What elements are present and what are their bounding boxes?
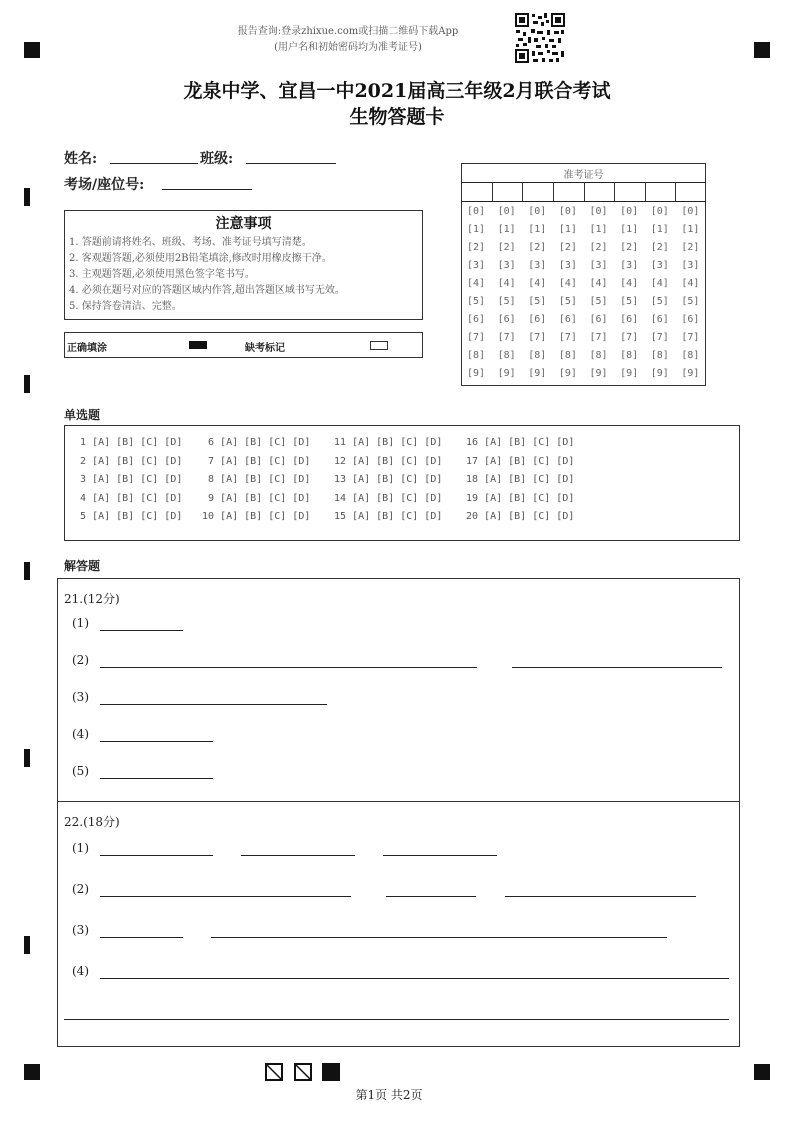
answer-line[interactable] [512,667,722,668]
login-hint-text: (用户名和初始密码均为准考证号) [274,42,422,53]
correct-fill-label: 正确填涂 [67,343,107,354]
exam-id-digit-option[interactable]: [6] [650,314,669,325]
exam-id-digit-option[interactable]: [4] [589,278,608,289]
exam-id-digit-option[interactable]: [5] [528,296,547,307]
exam-subtitle: 生物答题卡 [349,106,445,128]
answer-line[interactable] [383,855,497,856]
q21-part: (2) [72,653,89,667]
answer-line[interactable] [100,896,351,897]
divider [675,182,676,201]
exam-id-digit-option[interactable]: [8] [650,350,669,361]
exam-id-digit-option[interactable]: [3] [497,260,516,271]
exam-id-digit-option[interactable]: [5] [466,296,486,307]
exam-id-digit-option[interactable]: [3] [681,260,700,271]
divider [461,201,706,202]
exam-id-digit-option[interactable]: [9] [466,368,486,379]
exam-id-digit-option[interactable]: [8] [497,350,516,361]
exam-id-digit-option[interactable]: [9] [528,368,547,379]
exam-id-digit-option[interactable]: [1] [681,224,700,235]
exam-id-digit-option[interactable]: [3] [558,260,577,271]
divider [553,182,554,201]
q22-part: (4) [72,964,89,978]
page-mark-icon [265,1063,283,1081]
exam-id-digit-option[interactable]: [8] [466,350,486,361]
mcq-question-options[interactable]: 11 [A] [B] [C] [D] [334,437,443,448]
exam-id-digit-option[interactable]: [2] [650,242,669,253]
exam-id-digit-option[interactable]: [8] [528,350,547,361]
q22-label: 22.(18分) [64,815,120,829]
seat-label: 考场/座位号: [64,177,145,193]
mcq-question-options[interactable]: 19 [A] [B] [C] [D] [466,492,575,504]
timing-mark [24,749,30,767]
exam-id-digit-option[interactable]: [0] [497,206,516,217]
exam-id-digit-option[interactable]: [0] [589,206,608,217]
answer-line[interactable] [64,1019,729,1020]
registration-mark [754,42,770,58]
exam-id-digit-option[interactable]: [1] [528,224,547,235]
absent-mark-label: 缺考标记 [245,343,285,354]
answer-line[interactable] [100,704,327,705]
mcq-question-options[interactable]: 6 [A] [B] [C] [D] [202,437,311,448]
exam-id-digit-option[interactable]: [2] [466,242,486,253]
name-label: 姓名: [64,151,98,167]
exam-id-digit-option[interactable]: [4] [466,278,486,289]
exam-id-digit-option[interactable]: [4] [558,278,577,289]
answer-line[interactable] [505,896,696,897]
exam-id-digit-option[interactable]: [6] [528,314,547,325]
fill-legend-box [64,332,423,358]
exam-id-digit-option[interactable]: [6] [589,314,608,325]
timing-mark [24,562,30,580]
qr-code-icon [514,12,566,64]
mcq-question-options[interactable]: 2 [A] [B] [C] [D] [74,455,183,467]
exam-id-digit-option[interactable]: [3] [620,260,639,271]
exam-id-digit-option[interactable]: [9] [497,368,516,379]
divider [614,182,615,201]
mcq-question-options[interactable]: 10 [A] [B] [C] [D] [202,511,311,522]
exam-id-digit-option[interactable]: [4] [681,278,700,289]
exam-id-digit-option[interactable]: [9] [681,368,700,379]
exam-id-digit-option[interactable]: [1] [620,224,639,235]
answer-line[interactable] [100,741,213,742]
exam-id-digit-option[interactable]: [3] [466,260,486,271]
page-mark-icon [322,1063,340,1081]
q22-part: (3) [72,923,89,937]
exam-id-digit-option[interactable]: [0] [650,206,669,217]
answer-line[interactable] [100,855,213,856]
exam-id-digit-option[interactable]: [7] [650,332,669,343]
exam-id-digit-option[interactable]: [5] [589,296,608,307]
mcq-question-options[interactable]: 13 [A] [B] [C] [D] [334,474,443,485]
mcq-question-options[interactable]: 12 [A] [B] [C] [D] [334,455,443,467]
q21-box [57,578,740,802]
class-field[interactable] [246,163,336,164]
exam-id-digit-option[interactable]: [8] [589,350,608,361]
exam-id-digit-option[interactable]: [0] [620,206,639,217]
q22-part: (2) [72,882,89,896]
exam-id-digit-option[interactable]: [7] [528,332,547,343]
exam-id-digit-option[interactable]: [1] [558,224,577,235]
exam-id-digit-option[interactable]: [5] [650,296,669,307]
exam-id-digit-option[interactable]: [7] [681,332,700,343]
q21-label: 21.(12分) [64,592,120,606]
exam-id-digit-option[interactable]: [4] [650,278,669,289]
timing-mark [24,375,30,393]
mcq-question-options[interactable]: 8 [A] [B] [C] [D] [202,474,311,485]
exam-id-digit-option[interactable]: [6] [681,314,700,325]
exam-title: 龙泉中学、宜昌一中2021届高三年级2月联合考试 [183,80,611,102]
page-number: 第1页 共2页 [355,1088,423,1102]
exam-id-digit-option[interactable]: [1] [589,224,608,235]
divider [522,182,523,201]
answer-line[interactable] [241,855,355,856]
exam-id-digit-option[interactable]: [1] [650,224,669,235]
mcq-question-options[interactable]: 16 [A] [B] [C] [D] [466,437,575,448]
exam-id-digit-option[interactable]: [0] [681,206,700,217]
exam-id-digit-option[interactable]: [4] [620,278,639,289]
note-item: 4. 必须在题号对应的答题区域内作答,超出答题区域书写无效。 [69,285,345,296]
q21-part: (5) [72,764,89,778]
exam-id-digit-option[interactable]: [2] [558,242,577,253]
mcq-question-options[interactable]: 1 [A] [B] [C] [D] [74,437,183,448]
exam-id-digit-option[interactable]: [3] [650,260,669,271]
exam-id-digit-option[interactable]: [4] [528,278,547,289]
exam-id-digit-option[interactable]: [7] [466,332,486,343]
exam-id-digit-option[interactable]: [8] [558,350,577,361]
answer-line[interactable] [386,896,476,897]
name-field[interactable] [110,163,198,164]
mcq-question-options[interactable]: 9 [A] [B] [C] [D] [202,492,311,504]
exam-id-digit-option[interactable]: [6] [558,314,577,325]
registration-mark [24,42,40,58]
note-item: 2. 客观题答题,必须使用2B铅笔填涂,修改时用橡皮擦干净。 [69,253,332,264]
exam-id-digit-option[interactable]: [6] [466,314,486,325]
notes-title: 注意事项 [215,216,272,232]
registration-mark [754,1064,770,1080]
exam-id-digit-option[interactable]: [8] [681,350,700,361]
exam-id-digit-option[interactable]: [0] [466,206,486,217]
exam-id-digit-option[interactable]: [9] [558,368,577,379]
class-label: 班级: [200,151,234,167]
exam-id-digit-option[interactable]: [3] [589,260,608,271]
filled-sample-icon [189,341,207,349]
exam-id-digit-option[interactable]: [0] [528,206,547,217]
exam-id-digit-option[interactable]: [5] [620,296,639,307]
mcq-question-options[interactable]: 20 [A] [B] [C] [D] [466,511,575,522]
exam-id-digit-option[interactable]: [7] [620,332,639,343]
note-item: 3. 主观题答题,必须使用黑色签字笔书写。 [69,269,255,280]
exam-id-digit-option[interactable]: [7] [589,332,608,343]
exam-id-digit-option[interactable]: [9] [589,368,608,379]
exam-id-digit-option[interactable]: [1] [497,224,516,235]
registration-mark [24,1064,40,1080]
mcq-question-options[interactable]: 5 [A] [B] [C] [D] [74,511,183,522]
exam-id-digit-option[interactable]: [8] [620,350,639,361]
exam-id-digit-option[interactable]: [0] [558,206,577,217]
exam-id-digit-option[interactable]: [9] [650,368,669,379]
answer-section-title: 解答题 [64,559,101,573]
page-mark-icon [294,1063,312,1081]
exam-id-digit-option[interactable]: [2] [589,242,608,253]
divider [584,182,585,201]
note-item: 5. 保持答卷清洁、完整。 [69,301,182,312]
exam-id-digit-option[interactable]: [2] [497,242,516,253]
exam-id-digit-option[interactable]: [7] [558,332,577,343]
divider [492,182,493,201]
timing-mark [24,936,30,954]
exam-id-title: 准考证号 [563,170,604,181]
note-item: 1. 答题前请将姓名、班级、考场、准考证号填写清楚。 [69,237,312,248]
mcq-question-options[interactable]: 3 [A] [B] [C] [D] [74,474,183,485]
absent-checkbox[interactable] [370,341,388,350]
exam-id-digit-option[interactable]: [5] [497,296,516,307]
exam-id-digit-option[interactable]: [2] [620,242,639,253]
answer-line[interactable] [100,630,183,631]
answer-line[interactable] [100,778,213,779]
mcq-question-options[interactable]: 15 [A] [B] [C] [D] [334,511,443,522]
seat-field[interactable] [162,189,252,190]
timing-mark [24,188,30,206]
exam-id-digit-option[interactable]: [3] [528,260,547,271]
mcq-question-options[interactable]: 14 [A] [B] [C] [D] [334,492,443,504]
notes-box [64,210,423,320]
report-query-text: 报告查询:登录zhixue.com或扫描二维码下载App [237,26,459,37]
exam-id-digit-option[interactable]: [6] [497,314,516,325]
answer-line[interactable] [100,978,729,979]
exam-id-digit-option[interactable]: [9] [620,368,639,379]
exam-id-digit-option[interactable]: [5] [558,296,577,307]
mcq-question-options[interactable]: 7 [A] [B] [C] [D] [202,455,311,467]
exam-id-digit-option[interactable]: [2] [681,242,700,253]
answer-line[interactable] [211,937,667,938]
exam-id-digit-option[interactable]: [2] [528,242,547,253]
answer-line[interactable] [100,937,183,938]
exam-id-digit-option[interactable]: [4] [497,278,516,289]
mcq-question-options[interactable]: 4 [A] [B] [C] [D] [74,492,183,504]
mcq-section-title: 单选题 [64,408,101,422]
q21-part: (4) [72,727,89,741]
exam-id-digit-option[interactable]: [7] [497,332,516,343]
q21-part: (1) [72,616,89,630]
exam-id-digit-option[interactable]: [5] [681,296,700,307]
q22-part: (1) [72,841,89,855]
answer-line[interactable] [100,667,477,668]
exam-id-digit-option[interactable]: [1] [466,224,486,235]
q21-part: (3) [72,690,89,704]
q22-box [57,801,740,1047]
mcq-question-options[interactable]: 17 [A] [B] [C] [D] [466,455,575,467]
exam-id-digit-option[interactable]: [6] [620,314,639,325]
mcq-question-options[interactable]: 18 [A] [B] [C] [D] [466,474,575,485]
divider [645,182,646,201]
